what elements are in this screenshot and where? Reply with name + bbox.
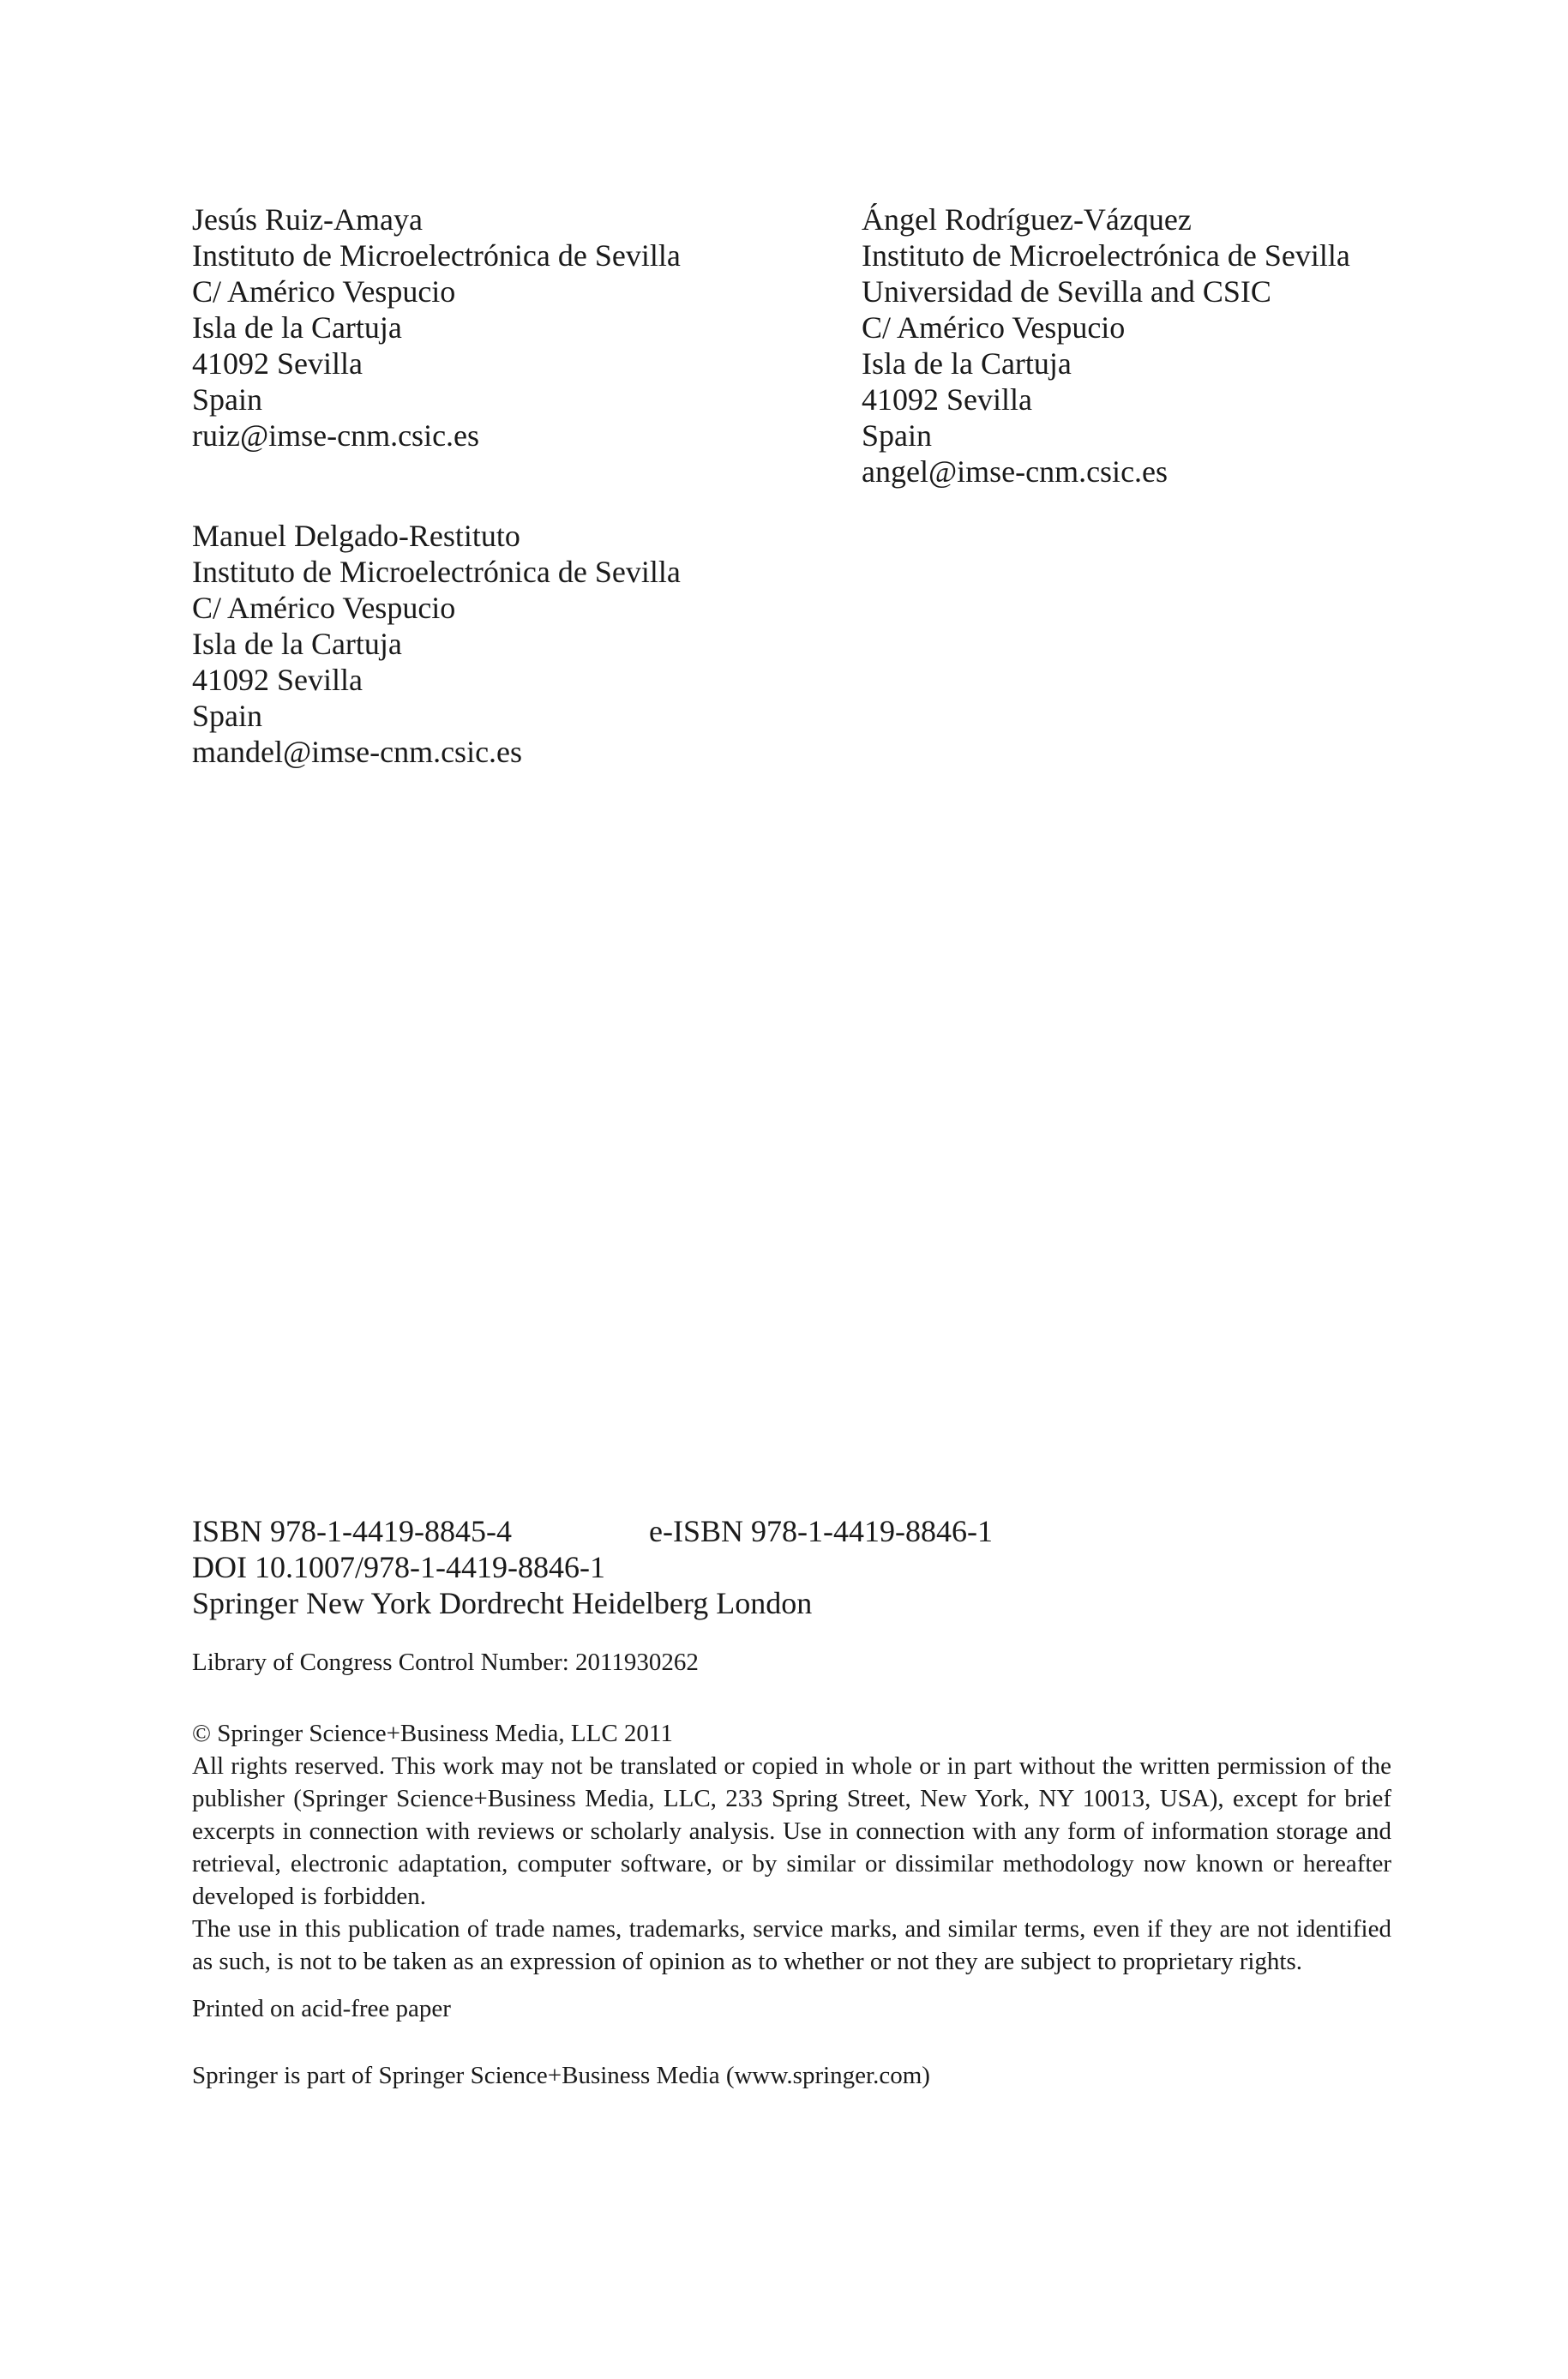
- author-city: 41092 Sevilla: [192, 663, 363, 697]
- publication-identifiers: [192, 1513, 993, 1621]
- isbn: ISBN 978-1-4419-8845-4: [192, 1514, 512, 1548]
- author-area: Isla de la Cartuja: [192, 310, 402, 345]
- printed-note: Printed on acid-free paper: [192, 1995, 451, 2022]
- author-name: Jesús Ruiz-Amaya: [192, 202, 423, 237]
- author-street: C/ Américo Vespucio: [192, 591, 456, 625]
- author-street: C/ Américo Vespucio: [192, 274, 456, 309]
- copyright-block: [192, 1717, 1391, 1978]
- author-address-rodriguez-vazquez: [862, 201, 1350, 490]
- springer-note: Springer is part of Springer Science+Business Media (www.springer.com): [192, 2062, 930, 2089]
- author-address-ruiz-amaya: [192, 201, 681, 454]
- author-institute: Instituto de Microelectrónica de Sevilla: [862, 238, 1350, 273]
- eisbn: e-ISBN 978-1-4419-8846-1: [649, 1514, 993, 1548]
- copyright-notice: © Springer Science+Business Media, LLC 2011: [192, 1720, 673, 1747]
- author-country: Spain: [192, 382, 263, 417]
- author-email: ruiz@imse-cnm.csic.es: [192, 418, 480, 453]
- publisher-cities: Springer New York Dordrecht Heidelberg London: [192, 1586, 813, 1620]
- isbn-row: [192, 1513, 993, 1549]
- author-address-delgado-restituto: [192, 518, 681, 770]
- author-area: Isla de la Cartuja: [192, 627, 402, 661]
- author-country: Spain: [192, 699, 263, 733]
- author-institute: Instituto de Microelectrónica de Sevilla: [192, 238, 681, 273]
- rights-statement: All rights reserved. This work may not be translated or copied in whole or in part without the written permission of the publisher (Springer Science+Business Media, LLC, 233 Spring Street, New York, NY 10013, USA), except for brief excerpts in connection with reviews or scholarly analysis. Use in connection with any form of information storage and retrieval, electronic adaptation, computer software, or by similar or dissimilar methodology now known or hereafter developed is forbidden.: [192, 1752, 1391, 1910]
- trademark-statement: The use in this publication of trade names, trademarks, service marks, and similar terms, even if they are not identified as such, is not to be taken as an expression of opinion as to whether or not they are subject to proprietary rights.: [192, 1915, 1391, 1975]
- author-street: C/ Américo Vespucio: [862, 310, 1126, 345]
- author-email: angel@imse-cnm.csic.es: [862, 454, 1168, 489]
- library-of-congress-number: Library of Congress Control Number: 2011930262: [192, 1649, 699, 1676]
- author-university: Universidad de Sevilla and CSIC: [862, 274, 1271, 309]
- author-name: Ángel Rodríguez-Vázquez: [862, 202, 1192, 237]
- author-city: 41092 Sevilla: [192, 346, 363, 381]
- author-country: Spain: [862, 418, 933, 453]
- author-email: mandel@imse-cnm.csic.es: [192, 735, 523, 769]
- author-city: 41092 Sevilla: [862, 382, 1032, 417]
- author-institute: Instituto de Microelectrónica de Sevilla: [192, 555, 681, 589]
- doi: DOI 10.1007/978-1-4419-8846-1: [192, 1550, 605, 1584]
- author-name: Manuel Delgado-Restituto: [192, 519, 520, 553]
- author-area: Isla de la Cartuja: [862, 346, 1072, 381]
